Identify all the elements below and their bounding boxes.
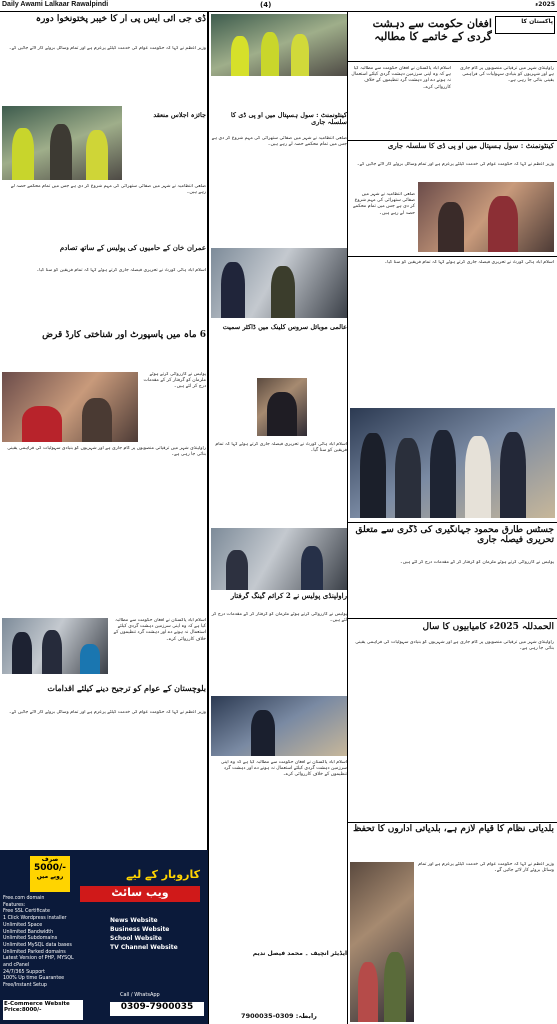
right-story-2-body: وزیر اعظم نے کہا کہ حکومت عوام کی خدمت کیلئے پرعزم ہے اور تمام وسائل بروئے کار لائے جائیں گے۔ [356,162,554,167]
feature-item: Unlimited Space [3,922,43,928]
news-photo-portrait [257,378,307,436]
left-top-headline: ڈی جی آئی ایس پی آر کا خیبر پختونخوا دورہ [35,14,206,24]
balochistan-headline: بلوچستان کے عوام کو ترجیح دینے کیلئے اقدامات [47,684,206,693]
left-story-4-body: پولیس نے کارروائی کرتے ہوئے ملزمان کو گرفتار کر کے مقدمات درج کر لئے ہیں۔ [143,372,206,390]
top-story-headline: افغان حکومت سے دہشت گردی کے خاتمے کا مطالبہ [372,18,492,43]
feature-item: Latest Version of PHP, MYSQL and cPanel [3,956,74,969]
local-govt-body: وزیر اعظم نے کہا کہ حکومت عوام کی خدمت کیلئے پرعزم ہے اور تمام وسائل بروئے کار لائے جائیں گے۔ [418,862,554,874]
divider [348,618,557,619]
top-story [348,12,557,62]
year-headline: الحمدللہ 2025ء کامیابیوں کا سال [422,622,554,632]
price-value: 5000/- [33,863,67,873]
ad-feature-list [3,896,83,996]
feature-item: 24/7/365 Support [3,969,46,975]
news-photo-workers [211,14,347,76]
middle-story-headline: کینٹونمنٹ : سول ہسپتال میں او پی ڈی کا سلسلہ جاری [230,112,347,127]
news-photo-volunteers [2,106,122,180]
left-top-body: وزیر اعظم نے کہا کہ حکومت عوام کی خدمت کیلئے پرعزم ہے اور تمام وسائل بروئے کار لائے جائیں گے۔ [8,46,206,51]
feature-item: Unlimited Parked domains [3,949,66,955]
feature-item: Unlimited Bandwidth [3,929,54,935]
court-headline: جسٹس طارق محمود جہانگیری کی ڈگری سے متعلق تحریری فیصلہ جاری [355,525,554,546]
masthead-strip [0,0,557,12]
issue-date: 2025ء [535,1,555,8]
left-story-5-body: راولپنڈی شہر میں ترقیاتی منصوبوں پر کام جاری ہے اور شہریوں کو بنیادی سہولیات کی فراہمی یقینی بنائی جا رہی ہے۔ [7,446,206,458]
divider [348,822,557,823]
feature-item: Unlimited MySQL data bases [3,942,72,948]
local-govt-headline: بلدیاتی نظام کا قیام لازم ہے، بلدیاتی اداروں کا تحفظ [353,824,554,834]
middle-story-3-body: اسلام آباد ہائی کورٹ نے تحریری فیصلہ جاری کرتے ہوئے کہا کہ تمام فریقین کو سنا گیا۔ [215,442,347,454]
divider [348,140,557,141]
middle-story-5-body: اسلام آباد پاکستان نے افغان حکومت سے مطالبہ کیا ہے کہ وہ اپنی سرزمین دہشت گردی کیلئے استعمال نہ ہونے دے اور دہشت گرد تنظیموں کے خلاف کارروائی کرے۔ [220,760,347,778]
top-story-body-2: راولپنڈی شہر میں ترقیاتی منصوبوں پر کام جاری ہے اور شہریوں کو بنیادی سہولیات کی فراہمی یقینی بنائی جا رہی ہے۔ [460,66,554,84]
feature-item: 1 Click Wordpress installer [3,916,67,922]
news-photo-delegation [350,408,555,518]
price-badge [30,856,70,892]
left-story-2-headline: جائزہ اجلاس منعقد [153,112,206,119]
website-advertisement [0,850,208,1024]
middle-story-body: ضلعی انتظامیہ نے شہر میں صفائی ستھرائی کی مہم شروع کر دی ہے جس میں تمام محکمے حصہ لے رہے ہیں۔ [211,136,347,148]
middle-column [208,12,348,1024]
feature-item: Free SSL Certificate [3,909,50,915]
divider [348,522,557,523]
ad-title: کاروبار کے لیے [126,868,200,881]
middle-story-3-headline: عالمی موبائل سروس کلینک میں ڈاکٹر سمیت [222,324,347,331]
ad-subtitle: ویب سائٹ [80,886,200,902]
editor-credit: ایڈیٹر انچیف ۔ محمد فیصل ندیم [252,950,347,957]
police-body: پولیس نے کارروائی کرتے ہوئے ملزمان کو گرفتار کر کے مقدمات درج کر لئے ہیں۔ [211,612,347,624]
left-story-6-body: اسلام آباد پاکستان نے افغان حکومت سے مطالبہ کیا ہے کہ وہ اپنی سرزمین دہشت گردی کیلئے استعمال نہ ہونے دے اور دہشت گرد تنظیموں کے خلاف کارروائی کرے۔ [113,618,206,642]
right-story-2-headline: کینٹونمنٹ : سول ہسپتال میں او پی ڈی کا سلسلہ جاری [387,142,554,150]
feature-item: Free.com domain [3,896,45,901]
top-story-body: اسلام آباد پاکستان نے افغان حکومت سے مطالبہ کیا ہے کہ وہ اپنی سرزمین دہشت گردی کیلئے استعمال نہ ہونے دے اور دہشت گرد تنظیموں کے خلاف کارروائی کرے۔ [351,66,451,90]
phone-label: Call / WhatsApp [120,992,160,998]
left-story-7-body: وزیر اعظم نے کہا کہ حکومت عوام کی خدمت کیلئے پرعزم ہے اور تمام وسائل بروئے کار لائے جائیں گے۔ [8,710,206,715]
kicker-box: پاکستان کا [495,16,555,34]
news-photo-office [211,696,347,756]
service-item: TV Channel Website [110,944,178,951]
feature-item: Features: [3,902,26,908]
price-unit: روپے میں [36,873,64,880]
left-story-3-headline: عمران خان کے حامیوں کی پولیس کے ساتھ تصادم [59,244,206,252]
service-item: School Website [110,935,162,942]
right-story-4-body: اسلام آباد ہائی کورٹ نے تحریری فیصلہ جاری کرتے ہوئے کہا کہ تمام فریقین کو سنا گیا۔ [384,260,554,265]
masthead-title: Daily Awami Lalkaar Rawalpindi [2,1,109,8]
left-column [0,12,208,1024]
police-headline: راولپنڈی پولیس نے 2 کرائم گینگ گرفتار [230,592,347,600]
news-photo-children [350,862,414,1022]
news-photo-meeting [211,528,347,590]
court-body: پولیس نے کارروائی کرتے ہوئے ملزمان کو گرفتار کر کے مقدمات درج کر لئے ہیں۔ [400,560,554,565]
news-photo-protest [418,182,554,252]
page-number: (4) [260,1,272,9]
passport-headline: 6 ماہ میں پاسپورٹ اور شناختی کارڈ قرض [42,330,206,340]
year-body: راولپنڈی شہر میں ترقیاتی منصوبوں پر کام جاری ہے اور شہریوں کو بنیادی سہولیات کی فراہمی یقینی بنائی جا رہی ہے۔ [355,640,554,652]
divider [348,256,557,257]
left-story-2-body: ضلعی انتظامیہ نے شہر میں صفائی ستھرائی کی مہم شروع کر دی ہے جس میں تمام محکمے حصہ لے رہے ہیں۔ [10,184,206,196]
ecommerce-price: E-Commerce Website Price:8000/- [3,1000,83,1020]
ad-service-list [110,916,204,976]
right-column [348,12,557,1024]
news-photo-oath [211,248,347,318]
news-photo-inauguration [2,618,108,674]
price-label: صرف [41,856,59,863]
feature-item: 100% Up time Guarantee [3,976,65,982]
service-item: News Website [110,917,158,924]
editor-contact: رابطہ: 0309-7900035 [241,1012,317,1020]
feature-item: Free/Instant Setup [3,983,47,989]
left-story-3-body: اسلام آباد ہائی کورٹ نے تحریری فیصلہ جاری کرتے ہوئے کہا کہ تمام فریقین کو سنا گیا۔ [36,268,206,273]
right-story-3-body: ضلعی انتظامیہ نے شہر میں صفائی ستھرائی کی مہم شروع کر دی ہے جس میں تمام محکمے حصہ لے رہے ہیں۔ [352,192,415,216]
news-photo-hospital [2,372,138,442]
phone-number: 0309-7900035 [110,1002,204,1016]
feature-item: Unlimited Subdomains [3,936,58,942]
service-item: Business Website [110,926,170,933]
